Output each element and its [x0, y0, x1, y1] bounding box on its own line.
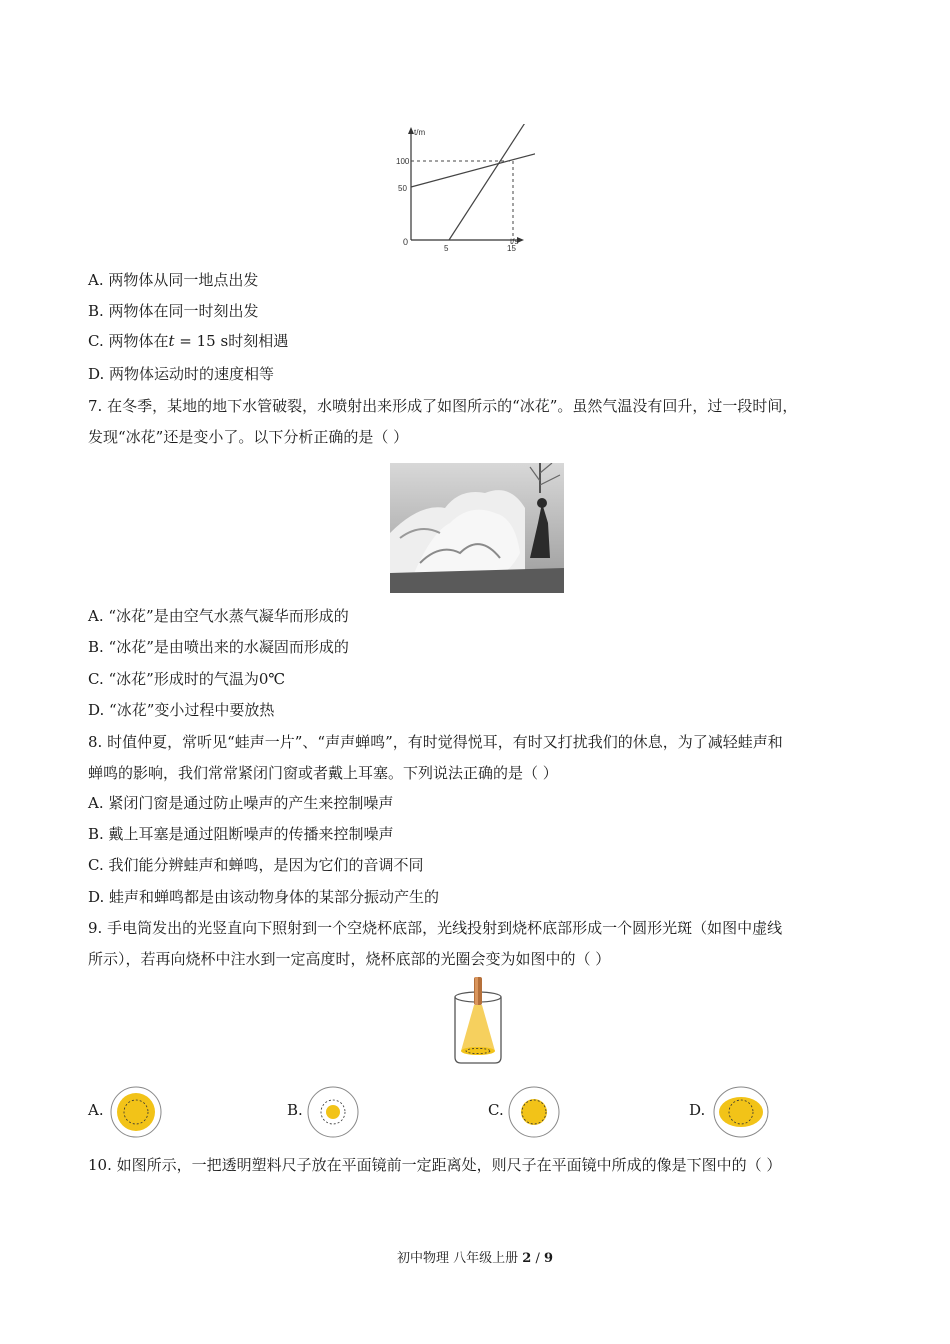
- y-tick-50: 50: [398, 184, 407, 193]
- origin-label: 0: [403, 237, 409, 247]
- q9-stem-line1: 9. 手电筒发出的光竖直向下照射到一个空烧杯底部，光线投射到烧杯底部形成一个圆形光斑（如图中虚线: [88, 919, 783, 937]
- q8-option-a: A. 紧闭门窗是通过防止噪声的产生来控制噪声: [88, 794, 394, 812]
- q6-option-c-pre: C. 两物体在: [88, 332, 169, 350]
- flashlight-beaker-figure: [445, 975, 511, 1067]
- q8-option-c: C. 我们能分辨蛙声和蝉鸣，是因为它们的音调不同: [88, 856, 424, 874]
- q6-option-c-post: 时刻相遇: [228, 332, 289, 350]
- series-object-a: [411, 149, 535, 187]
- q9-choice-c-figure: [507, 1085, 561, 1139]
- q10-stem: 10. 如图所示，一把透明塑料尺子放在平面镜前一定距离处，则尺子在平面镜中所成的像是下图中的（ ）: [88, 1156, 782, 1174]
- q8-stem-line2: 蝉鸣的影响，我们常常紧闭门窗或者戴上耳塞。下列说法正确的是（ ）: [88, 764, 558, 782]
- q7-option-c: C. “冰花”形成时的气温为0℃: [88, 670, 286, 688]
- q7-option-d: D. “冰花”变小过程中要放热: [88, 701, 275, 719]
- q7-option-a: A. “冰花”是由空气水蒸气凝华而形成的: [88, 607, 349, 625]
- q9-choice-b-figure: [306, 1085, 360, 1139]
- q6-option-d: D. 两物体运动时的速度相等: [88, 365, 275, 383]
- y-tick-100: 100: [396, 157, 410, 166]
- y-axis-label: t/m: [414, 128, 426, 137]
- x-tick-5: 5: [444, 244, 449, 253]
- q6-option-b: B. 两物体在同一时刻出发: [88, 302, 259, 320]
- q6-option-c-value: = 15 s: [174, 332, 229, 350]
- q9-stem-line2: 所示），若再向烧杯中注水到一定高度时，烧杯底部的光圈会变为如图中的（ ）: [88, 950, 611, 968]
- q8-stem-line1: 8. 时值仲夏，常听见“蛙声一片”、“声声蝉鸣”，有时觉得悦耳，有时又打扰我们的休息，为了减轻蛙声和: [88, 733, 783, 751]
- page-footer: [0, 1247, 950, 1266]
- light-beam: [461, 1005, 495, 1051]
- q9-choice-d-label: D.: [689, 1101, 706, 1119]
- q9-choice-a-label: A.: [88, 1101, 104, 1119]
- q9-choice-d-figure: [712, 1085, 770, 1139]
- q9-choice-c-label: C.: [488, 1101, 504, 1119]
- q8-option-d: D. 蛙声和蝉鸣都是由该动物身体的某部分振动产生的: [88, 888, 440, 906]
- q9-choice-a-figure: [109, 1085, 163, 1139]
- footer-separator: /: [531, 1251, 544, 1266]
- series-object-b: [449, 124, 532, 240]
- distance-time-graph: [395, 124, 535, 258]
- footer-page-number: 2: [522, 1251, 532, 1266]
- q9-choice-b-label: B.: [287, 1101, 303, 1119]
- q8-option-b: B. 戴上耳塞是通过阻断噪声的传播来控制噪声: [88, 825, 394, 843]
- footer-label: 初中物理 八年级上册: [396, 1251, 519, 1266]
- x-tick-15: 15: [507, 244, 516, 253]
- q7-stem-line1: 7. 在冬季，某地的地下水管破裂，水喷射出来形成了如图所示的“冰花”。虽然气温没有回升，过一段时间，: [88, 397, 798, 415]
- q7-option-b: B. “冰花”是由喷出来的水凝固而形成的: [88, 638, 349, 656]
- q7-stem-line2: 发现“冰花”还是变小了。以下分析正确的是（ ）: [88, 428, 409, 446]
- q6-option-c: [88, 331, 288, 351]
- ice-flower-photo: [390, 463, 564, 593]
- q6-option-a: A. 两物体从同一地点出发: [88, 271, 259, 289]
- x-axis-label: t/s: [510, 237, 519, 246]
- footer-page-total: 9: [543, 1251, 554, 1266]
- q6-time-variable: t: [168, 332, 175, 350]
